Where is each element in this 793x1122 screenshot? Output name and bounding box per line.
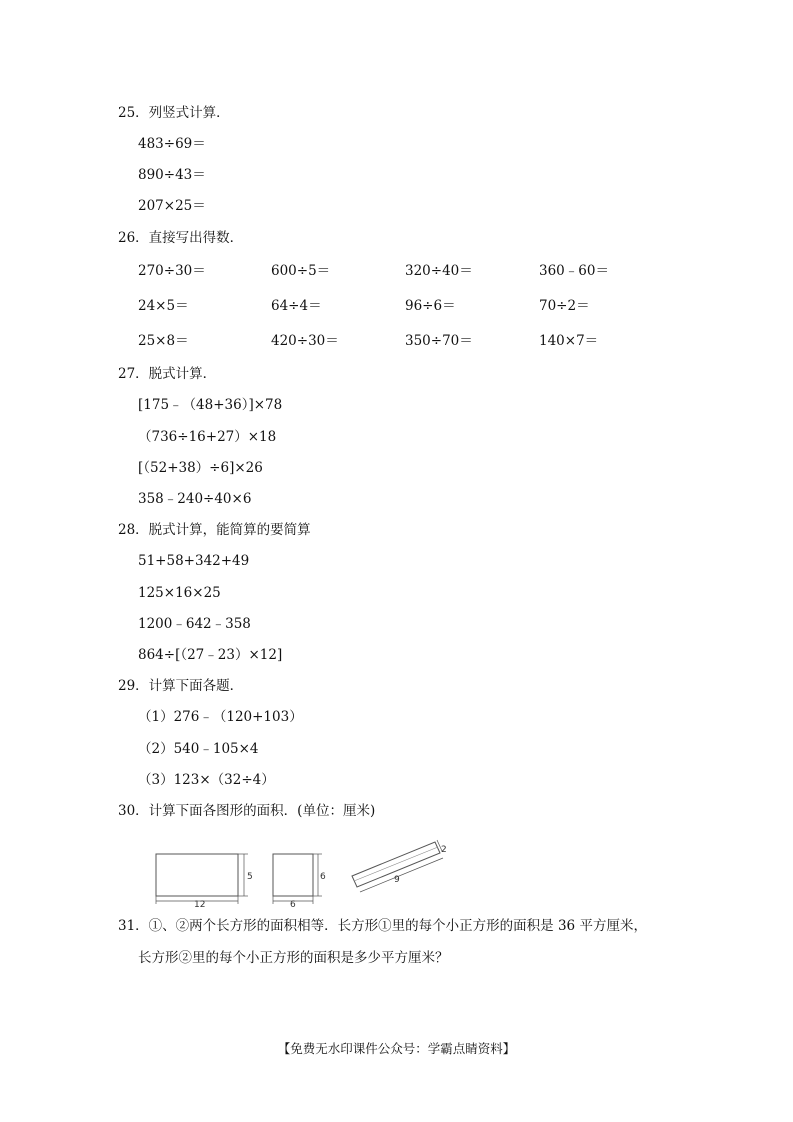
- strip-length-label: 9: [394, 875, 400, 885]
- q26-cell: 24×5＝: [138, 298, 189, 314]
- q29-title: 29．计算下面各题．: [118, 678, 244, 694]
- figure-rectangle: [156, 854, 253, 908]
- q30-title: 30．计算下面各图形的面积．(单位：厘米): [118, 803, 376, 819]
- square-width-label: 6: [290, 900, 296, 908]
- q26-cell: 420÷30＝: [271, 333, 339, 349]
- q26-cell: 600÷5＝: [271, 263, 331, 279]
- rect-width-label: 12: [194, 900, 206, 908]
- q27-item-1: [175﹣（48+36）]×78: [138, 397, 283, 413]
- q26-cell: 270÷30＝: [138, 263, 206, 279]
- q27-title: 27．脱式计算．: [118, 366, 217, 382]
- q28-title: 28．脱式计算，能简算的要简算: [118, 522, 311, 538]
- figure-square: [273, 854, 326, 908]
- q29-item-1: （1）276﹣（120+103）: [138, 709, 303, 725]
- q30-figures: [140, 826, 460, 908]
- q31-line-2: 长方形②里的每个小正方形的面积是多少平方厘米？: [138, 950, 449, 966]
- figure-parallelogram: [352, 840, 447, 892]
- q26-cell: 70÷2＝: [539, 298, 590, 314]
- q26-title: 26．直接写出得数．: [118, 230, 244, 246]
- q28-item-3: 1200﹣642﹣358: [138, 616, 251, 632]
- q26-cell: 140×7＝: [539, 333, 599, 349]
- q26-cell: 64÷4＝: [271, 298, 322, 314]
- q28-item-1: 51+58+342+49: [138, 553, 250, 569]
- q31-line-1: 31．①、②两个长方形的面积相等．长方形①里的每个小正方形的面积是 36 平方厘米，: [118, 918, 647, 934]
- q29-item-3: （3）123×（32÷4）: [138, 772, 275, 788]
- q27-item-3: [（52+38）÷6]×26: [138, 460, 263, 476]
- q29-item-2: （2）540﹣105×4: [138, 741, 259, 757]
- q26-cell: 360﹣60＝: [539, 263, 609, 279]
- q26-cell: 25×8＝: [138, 333, 189, 349]
- q25-item-3: 207×25＝: [138, 198, 206, 214]
- q26-cell: 320÷40＝: [405, 263, 473, 279]
- q26-cell: 96÷6＝: [405, 298, 456, 314]
- strip-width-label: 2: [441, 845, 447, 855]
- q27-item-2: （736÷16+27）×18: [138, 429, 277, 445]
- q28-item-2: 125×16×25: [138, 585, 221, 601]
- q26-cell: 350÷70＝: [405, 333, 473, 349]
- q27-item-4: 358﹣240÷40×6: [138, 491, 252, 507]
- footer-note: 【免费无水印课件公众号：学霸点睛资料】: [277, 1041, 516, 1056]
- q25-item-2: 890÷43＝: [138, 167, 206, 183]
- rect-height-label: 5: [247, 872, 253, 882]
- q25-title: 25．列竖式计算．: [118, 105, 230, 121]
- q28-item-4: 864÷[（27﹣23）×12]: [138, 647, 283, 663]
- square-height-label: 6: [320, 872, 326, 882]
- q25-item-1: 483÷69＝: [138, 136, 206, 152]
